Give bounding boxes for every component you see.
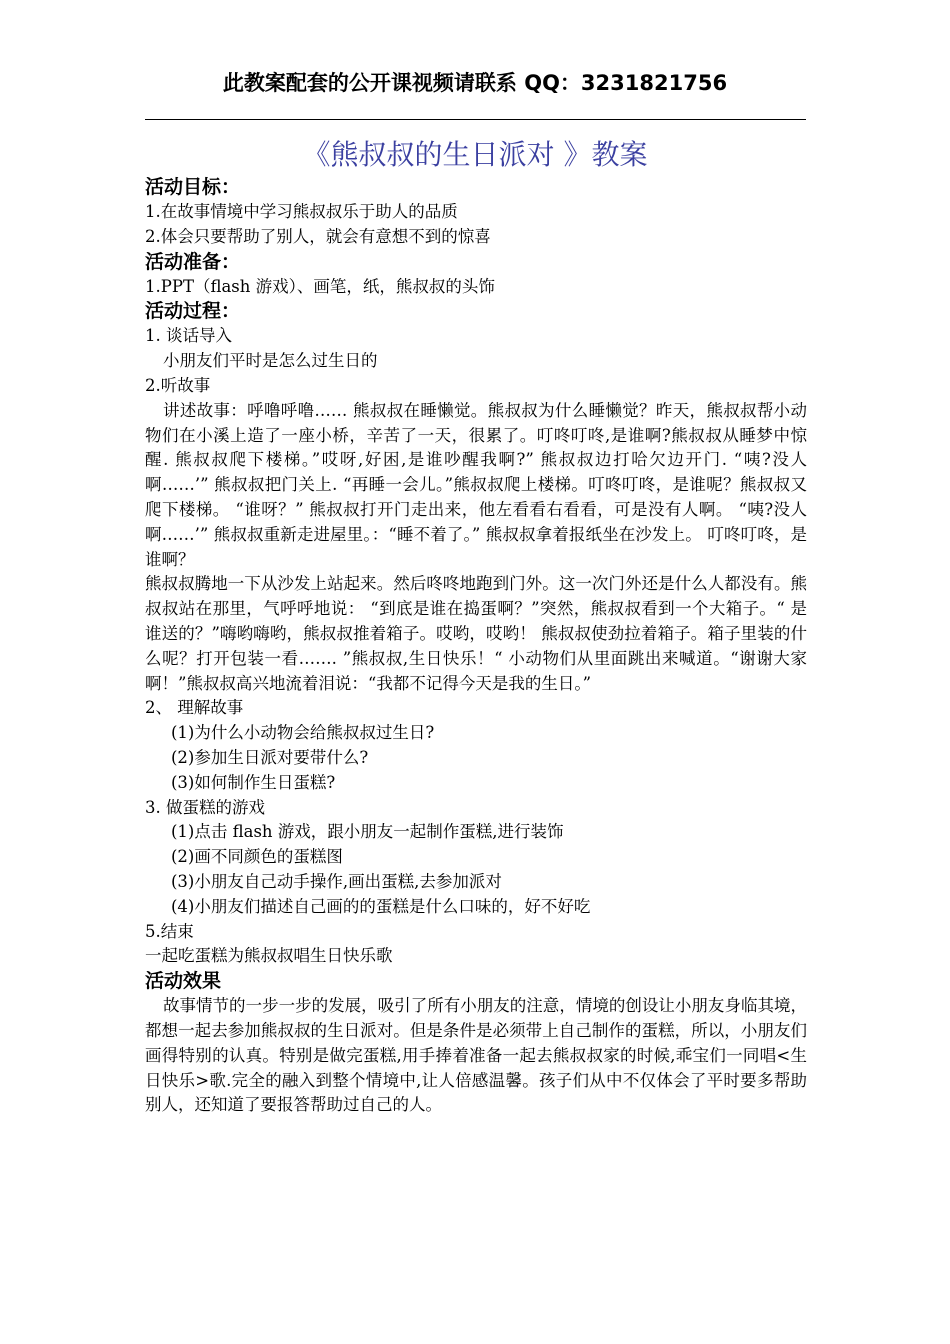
page-title: 《熊叔叔的生日派对 》教案: [302, 138, 648, 171]
process-heading: 活动过程：: [145, 300, 241, 323]
game-item: (2)画不同颜色的蛋糕图: [171, 847, 343, 867]
effect-paragraph: 故事情节的一步一步的发展，吸引了所有小朋友的注意，情境的创设让小朋友身临其境，都想一起去参加熊叔叔的生日派对。但是条件是必须带上自己制作的蛋糕，所以，小朋友们画得特别的认真。特别是做完蛋糕,用手捧着准备一起去熊叔叔家的时候,乖宝们一同唱<生日快乐>歌.完全的融入到整个情境中,让人倍感温馨。孩子们从中不仅体会了平时要多帮助别人，还知道了要报答帮助过自己的人。: [145, 996, 807, 1115]
question-item: (1)为什么小动物会给熊叔叔过生日?: [171, 723, 435, 743]
game-item: (1)点击 flash 游戏，跟小朋友一起制作蛋糕,进行装饰: [171, 822, 564, 842]
goal-item: 2.体会只要帮助了别人，就会有意想不到的惊喜: [145, 226, 491, 246]
step-title: 2.听故事: [145, 375, 211, 395]
effect-heading: 活动效果: [145, 970, 222, 993]
step-title: 2、 理解故事: [145, 698, 244, 718]
step-text: 一起吃蛋糕为熊叔叔唱生日快乐歌: [145, 946, 393, 966]
goals-heading: 活动目标：: [145, 176, 241, 198]
step-text: 小朋友们平时是怎么过生日的: [163, 351, 378, 371]
prep-heading: 活动准备：: [145, 250, 241, 273]
prep-item: 1.PPT（flash 游戏）、画笔，纸，熊叔叔的头饰: [145, 276, 495, 296]
story-paragraph: 熊叔叔腾地一下从沙发上站起来。然后咚咚地跑到门外。这一次门外还是什么人都没有。熊叔叔站在那里，气呼呼地说： “到底是谁在捣蛋啊？”突然，熊叔叔看到一个大箱子。“ 是谁送的？”嗨哟嗨哟，熊叔叔推着箱子。哎哟，哎哟！ 熊叔叔使劲拉着箱子。箱子里装的什么呢？打开包装一看……. ”熊叔叔,生日快乐！“ 小动物们从里面跳出来喊道。“谢谢大家啊！”熊叔叔高兴地流着泪说：“我都不记得今天是我的生日。”: [145, 574, 807, 693]
story-paragraph: 讲述故事：呼噜呼噜…… 熊叔叔在睡懒觉。熊叔叔为什么睡懒觉？昨天，熊叔叔帮小动物们在小溪上造了一座小桥，辛苦了一天，很累了。叮咚叮咚,是谁啊?熊叔叔从睡梦中惊醒. 熊叔叔爬下楼梯。”哎呀,好困,是谁吵醒我啊?” 熊叔叔边打哈欠边开门. “咦?没人啊……’” 熊叔叔把门关上. “再睡一会儿。”熊叔叔爬上楼梯。叮咚叮咚，是谁呢？熊叔叔又爬下楼梯。 “谁呀？” 熊叔叔打开门走出来，他左看看右看看，可是没有人啊。 “咦?没人啊……’” 熊叔叔重新走进屋里。：“睡不着了。” 熊叔叔拿着报纸坐在沙发上。 叮咚叮咚，是谁啊？: [145, 400, 807, 569]
step-title: 5.结束: [145, 921, 194, 941]
contact-header: 此教案配套的公开课视频请联系 QQ：3231821756: [222, 71, 728, 95]
header-divider: [145, 119, 806, 120]
game-item: (3)小朋友自己动手操作,画出蛋糕,去参加派对: [171, 871, 502, 891]
game-item: (4)小朋友们描述自己画的的蛋糕是什么口味的，好不好吃: [171, 896, 591, 916]
question-item: (3)如何制作生日蛋糕?: [171, 772, 336, 792]
goal-item: 1.在故事情境中学习熊叔叔乐于助人的品质: [145, 202, 458, 221]
question-item: (2)参加生日派对要带什么?: [171, 747, 369, 767]
lesson-body: [145, 175, 807, 1118]
step-title: 1. 谈话导入: [145, 326, 232, 346]
step-title: 3. 做蛋糕的游戏: [145, 797, 265, 817]
